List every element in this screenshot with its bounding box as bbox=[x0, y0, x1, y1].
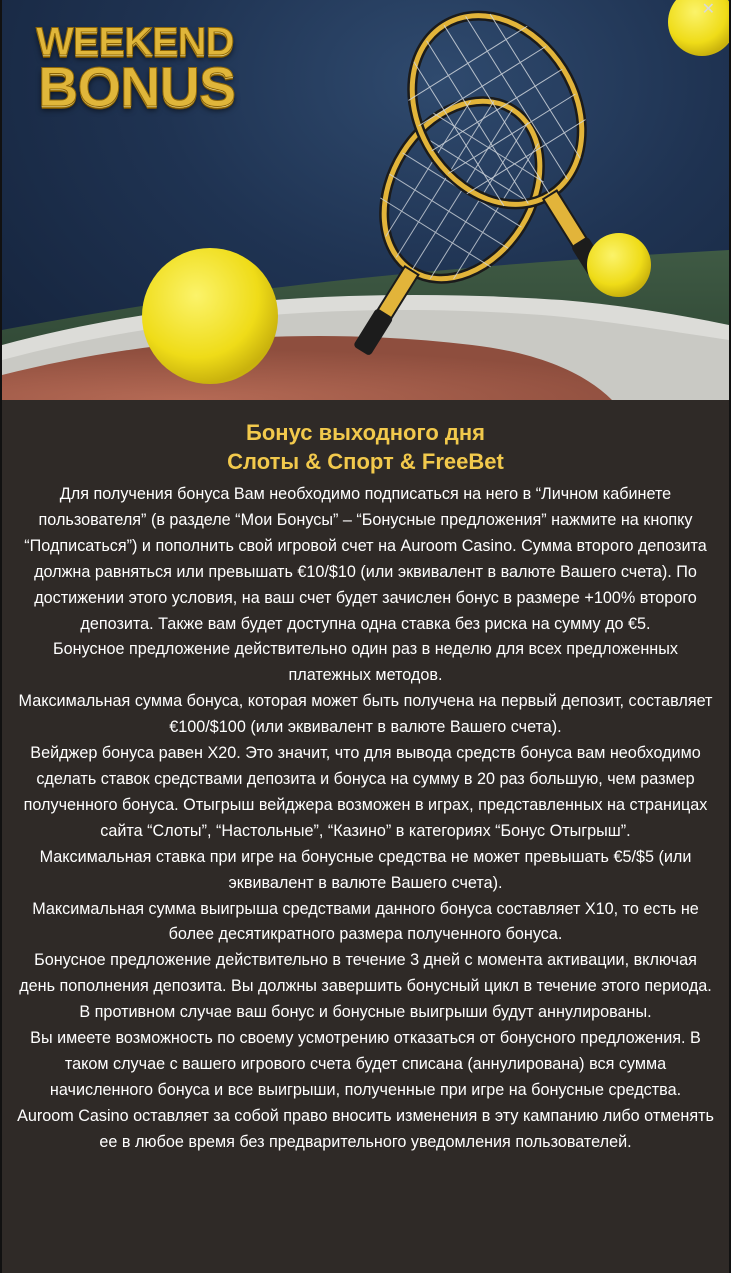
terms-paragraph: Auroom Casino оставляет за собой право вносить изменения в эту кампанию либо отменять ее в любое время без предварительного уведомления пользователей. bbox=[17, 1106, 714, 1151]
promo-banner bbox=[2, 0, 729, 400]
terms-paragraph: Вейджер бонуса равен X20. Это значит, что для вывода средств бонуса вам необходимо сделать ставок средствами депозита и бонуса на сумму в 20 раз большую, чем размер полученного бонуса. Отыгрыш вейджера возможен в играх, представленных на страницах сайта “Слоты”, “Настольные”, “Казино” в категориях “Бонус Отыгрыш”. bbox=[23, 744, 708, 840]
terms-paragraph: Бонусное предложение действительно в течение 3 дней с момента активации, включая день пополнения депозита. Вы должны завершить бонусный цикл в течение этого периода. В противном случае ваш бонус и бонусные выигрыши будут аннулированы. bbox=[19, 951, 712, 1022]
bonus-terms bbox=[16, 482, 715, 1156]
terms-paragraph: Максимальная сумма бонуса, которая может быть получена на первый депозит, составляет €100/$100 (или эквивалент в валюте Вашего счета). bbox=[18, 692, 713, 737]
close-icon[interactable]: ✕ bbox=[701, 1, 715, 18]
title-line-1: Бонус выходного дня bbox=[246, 420, 485, 445]
terms-paragraph: Вы имеете возможность по своему усмотрению отказаться от бонусного предложения. В таком случае с вашего игрового счета будет списана (аннулирована) вся сумма начисленного бонуса и все выигрыши, полученные при игре на бонусные средства. bbox=[30, 1029, 701, 1099]
terms-paragraph: Для получения бонуса Вам необходимо подписаться на него в “Личном кабинете пользователя” (в разделе “Мои Бонусы” – “Бонусные предложения” нажмите на кнопку “Подписаться”) и пополнить свой игровой счет на Auroom Casino. Сумма второго депозита должна равняться или превышать €10/$10 (или эквивалент в валюте Вашего счета). По достижении этого условия, на ваш счет будет зачислен бонус в размере +100% второго депозита. Также вам будет доступна одна ставка без риска на сумму до €5. bbox=[24, 485, 707, 633]
weekend-bonus-logo bbox=[36, 20, 291, 118]
terms-paragraph: Бонусное предложение действительно один раз в неделю для всех предложенных платежных методов. bbox=[53, 640, 678, 685]
terms-paragraph: Максимальная ставка при игре на бонусные средства не может превышать €5/$5 (или эквивалент в валюте Вашего счета). bbox=[39, 847, 692, 892]
tennis-ball-top bbox=[668, 0, 729, 56]
tennis-ball-mid bbox=[587, 233, 651, 297]
title-line-2: Слоты & Спорт & FreeBet bbox=[227, 449, 504, 474]
logo-line-2: BONUS bbox=[38, 54, 236, 118]
terms-paragraph: Максимальная сумма выигрыша средствами данного бонуса составляет X10, то есть не более десятикратного размера полученного бонуса. bbox=[32, 899, 699, 944]
bonus-title bbox=[16, 418, 715, 476]
tennis-ball-big bbox=[142, 248, 278, 384]
bonus-content bbox=[2, 400, 729, 1156]
logo-line-1: WEEKEND bbox=[36, 20, 234, 64]
